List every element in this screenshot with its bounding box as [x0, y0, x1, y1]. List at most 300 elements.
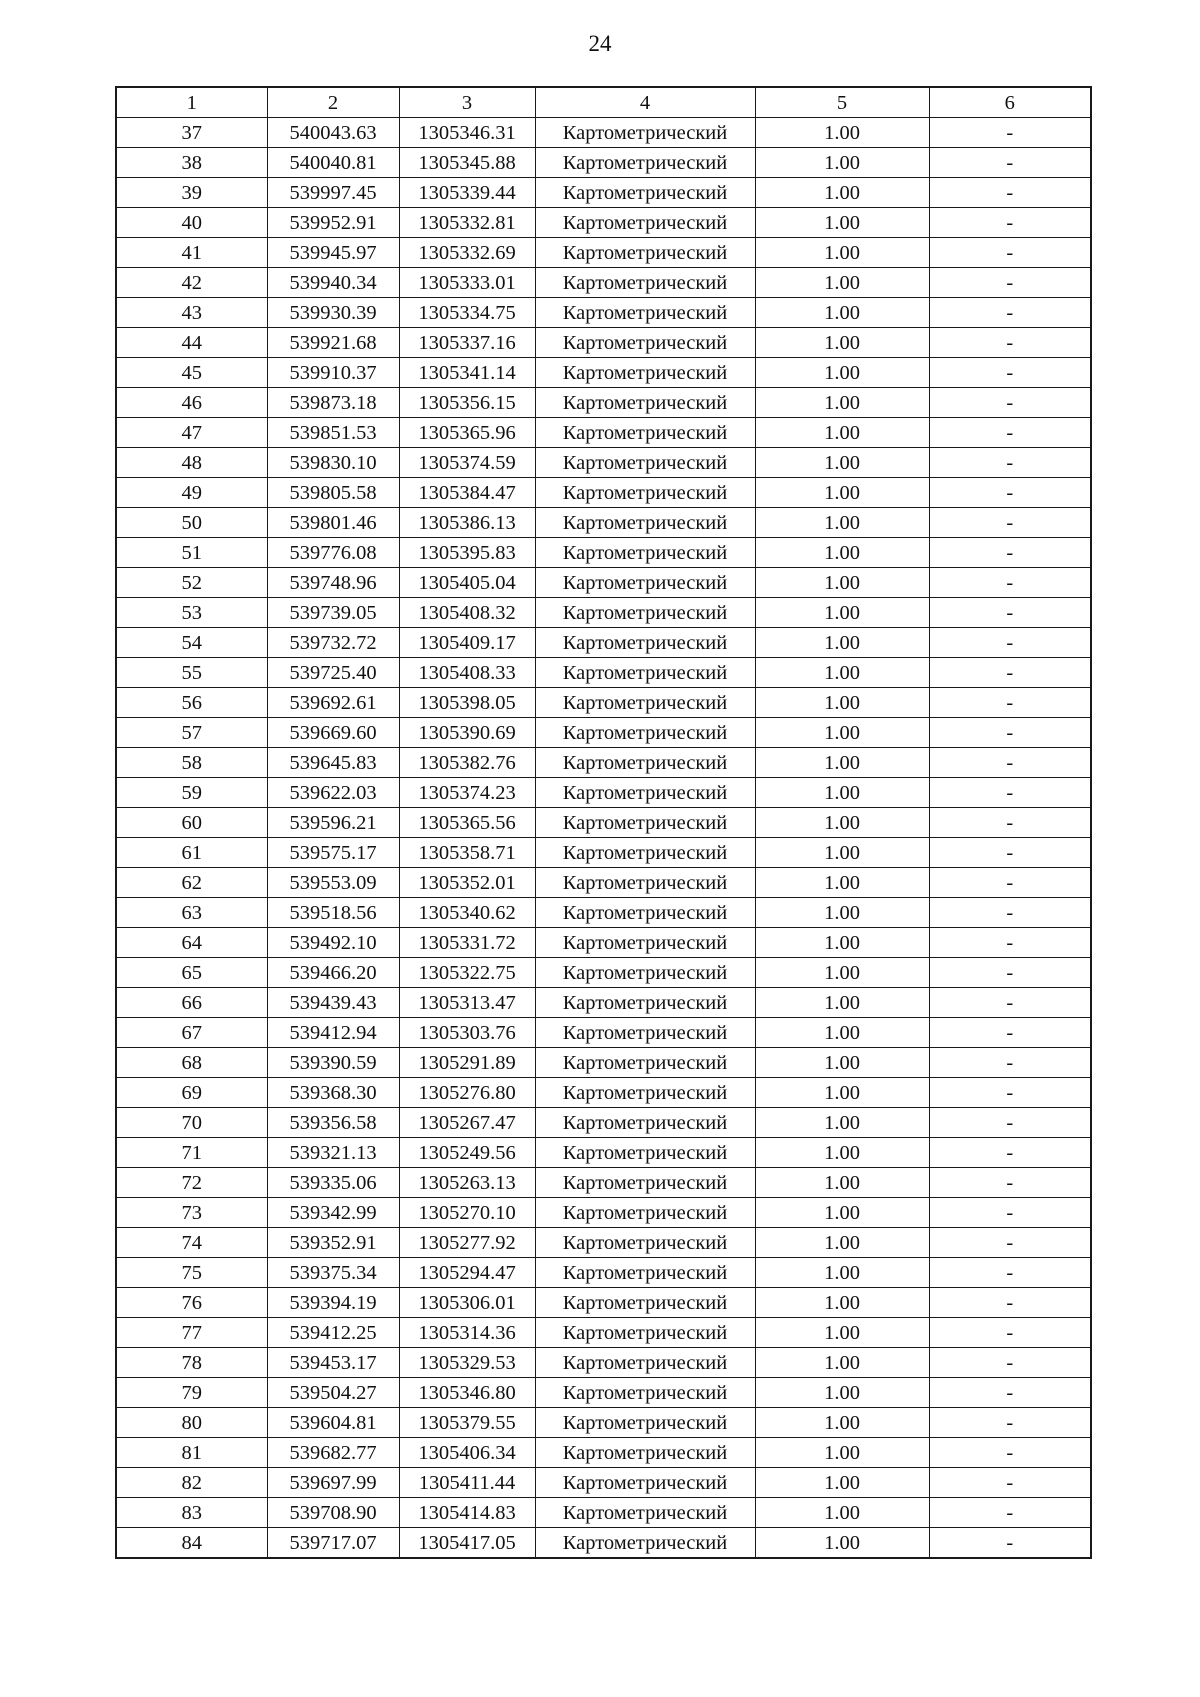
note-cell: -: [929, 118, 1091, 148]
table-row: [116, 748, 1091, 778]
accuracy-cell: 1.00: [755, 598, 929, 628]
y-coordinate-cell: 1305390.69: [399, 718, 535, 748]
table-row: [116, 1198, 1091, 1228]
note-cell: -: [929, 328, 1091, 358]
x-coordinate-cell: 539394.19: [267, 1288, 399, 1318]
method-cell: Картометрический: [535, 328, 755, 358]
point-number-cell: 43: [116, 298, 267, 328]
table-row: [116, 1378, 1091, 1408]
accuracy-cell: 1.00: [755, 268, 929, 298]
method-cell: Картометрический: [535, 1198, 755, 1228]
method-cell: Картометрический: [535, 538, 755, 568]
method-cell: Картометрический: [535, 1378, 755, 1408]
method-cell: Картометрический: [535, 598, 755, 628]
y-coordinate-cell: 1305291.89: [399, 1048, 535, 1078]
method-cell: Картометрический: [535, 898, 755, 928]
point-number-cell: 66: [116, 988, 267, 1018]
y-coordinate-cell: 1305356.15: [399, 388, 535, 418]
x-coordinate-cell: 539596.21: [267, 808, 399, 838]
x-coordinate-cell: 539492.10: [267, 928, 399, 958]
point-number-cell: 41: [116, 238, 267, 268]
note-cell: -: [929, 1408, 1091, 1438]
accuracy-cell: 1.00: [755, 1288, 929, 1318]
accuracy-cell: 1.00: [755, 118, 929, 148]
note-cell: -: [929, 1228, 1091, 1258]
point-number-cell: 52: [116, 568, 267, 598]
point-number-cell: 69: [116, 1078, 267, 1108]
method-cell: Картометрический: [535, 1258, 755, 1288]
coordinates-table: [115, 86, 1092, 1559]
note-cell: -: [929, 268, 1091, 298]
y-coordinate-cell: 1305339.44: [399, 178, 535, 208]
accuracy-cell: 1.00: [755, 1018, 929, 1048]
point-number-cell: 71: [116, 1138, 267, 1168]
table-row: [116, 388, 1091, 418]
accuracy-cell: 1.00: [755, 508, 929, 538]
x-coordinate-cell: 539692.61: [267, 688, 399, 718]
note-cell: -: [929, 1498, 1091, 1528]
x-coordinate-cell: 539390.59: [267, 1048, 399, 1078]
method-cell: Картометрический: [535, 268, 755, 298]
table-row: [116, 1018, 1091, 1048]
point-number-cell: 46: [116, 388, 267, 418]
y-coordinate-cell: 1305263.13: [399, 1168, 535, 1198]
table-row: [116, 208, 1091, 238]
accuracy-cell: 1.00: [755, 1438, 929, 1468]
accuracy-cell: 1.00: [755, 418, 929, 448]
x-coordinate-cell: 539412.25: [267, 1318, 399, 1348]
point-number-cell: 58: [116, 748, 267, 778]
y-coordinate-cell: 1305406.34: [399, 1438, 535, 1468]
point-number-cell: 64: [116, 928, 267, 958]
note-cell: -: [929, 598, 1091, 628]
note-cell: -: [929, 388, 1091, 418]
point-number-cell: 38: [116, 148, 267, 178]
table-row: [116, 1408, 1091, 1438]
note-cell: -: [929, 1438, 1091, 1468]
table-row: [116, 118, 1091, 148]
x-coordinate-cell: 539952.91: [267, 208, 399, 238]
y-coordinate-cell: 1305409.17: [399, 628, 535, 658]
method-cell: Картометрический: [535, 238, 755, 268]
accuracy-cell: 1.00: [755, 1228, 929, 1258]
y-coordinate-cell: 1305313.47: [399, 988, 535, 1018]
table-row: [116, 1468, 1091, 1498]
point-number-cell: 56: [116, 688, 267, 718]
note-cell: -: [929, 1468, 1091, 1498]
point-number-cell: 53: [116, 598, 267, 628]
x-coordinate-cell: 539553.09: [267, 868, 399, 898]
x-coordinate-cell: 539776.08: [267, 538, 399, 568]
x-coordinate-cell: 539356.58: [267, 1108, 399, 1138]
note-cell: -: [929, 1318, 1091, 1348]
y-coordinate-cell: 1305384.47: [399, 478, 535, 508]
column-header: 4: [535, 87, 755, 118]
accuracy-cell: 1.00: [755, 478, 929, 508]
method-cell: Картометрический: [535, 1468, 755, 1498]
accuracy-cell: 1.00: [755, 718, 929, 748]
point-number-cell: 59: [116, 778, 267, 808]
table-row: [116, 1138, 1091, 1168]
column-header: 3: [399, 87, 535, 118]
method-cell: Картометрический: [535, 868, 755, 898]
y-coordinate-cell: 1305379.55: [399, 1408, 535, 1438]
table-row: [116, 1288, 1091, 1318]
table-row: [116, 178, 1091, 208]
column-header: 2: [267, 87, 399, 118]
x-coordinate-cell: 539945.97: [267, 238, 399, 268]
point-number-cell: 74: [116, 1228, 267, 1258]
accuracy-cell: 1.00: [755, 748, 929, 778]
x-coordinate-cell: 539321.13: [267, 1138, 399, 1168]
point-number-cell: 68: [116, 1048, 267, 1078]
table-row: [116, 898, 1091, 928]
table-row: [116, 718, 1091, 748]
y-coordinate-cell: 1305414.83: [399, 1498, 535, 1528]
note-cell: -: [929, 958, 1091, 988]
table-row: [116, 838, 1091, 868]
note-cell: -: [929, 1288, 1091, 1318]
y-coordinate-cell: 1305294.47: [399, 1258, 535, 1288]
point-number-cell: 37: [116, 118, 267, 148]
y-coordinate-cell: 1305329.53: [399, 1348, 535, 1378]
y-coordinate-cell: 1305314.36: [399, 1318, 535, 1348]
accuracy-cell: 1.00: [755, 538, 929, 568]
x-coordinate-cell: 539805.58: [267, 478, 399, 508]
table-row: [116, 1078, 1091, 1108]
y-coordinate-cell: 1305365.96: [399, 418, 535, 448]
table-row: [116, 598, 1091, 628]
method-cell: Картометрический: [535, 1408, 755, 1438]
table-row: [116, 1528, 1091, 1559]
accuracy-cell: 1.00: [755, 388, 929, 418]
x-coordinate-cell: 539335.06: [267, 1168, 399, 1198]
x-coordinate-cell: 539910.37: [267, 358, 399, 388]
x-coordinate-cell: 539466.20: [267, 958, 399, 988]
x-coordinate-cell: 539830.10: [267, 448, 399, 478]
point-number-cell: 60: [116, 808, 267, 838]
point-number-cell: 75: [116, 1258, 267, 1288]
table-row: [116, 148, 1091, 178]
accuracy-cell: 1.00: [755, 928, 929, 958]
header-row: [116, 87, 1091, 118]
table-row: [116, 1438, 1091, 1468]
x-coordinate-cell: 539725.40: [267, 658, 399, 688]
accuracy-cell: 1.00: [755, 178, 929, 208]
point-number-cell: 76: [116, 1288, 267, 1318]
accuracy-cell: 1.00: [755, 358, 929, 388]
note-cell: -: [929, 778, 1091, 808]
x-coordinate-cell: 539669.60: [267, 718, 399, 748]
method-cell: Картометрический: [535, 358, 755, 388]
table-row: [116, 358, 1091, 388]
point-number-cell: 78: [116, 1348, 267, 1378]
method-cell: Картометрический: [535, 298, 755, 328]
x-coordinate-cell: 539645.83: [267, 748, 399, 778]
method-cell: Картометрический: [535, 1048, 755, 1078]
method-cell: Картометрический: [535, 838, 755, 868]
point-number-cell: 81: [116, 1438, 267, 1468]
accuracy-cell: 1.00: [755, 328, 929, 358]
method-cell: Картометрический: [535, 478, 755, 508]
method-cell: Картометрический: [535, 568, 755, 598]
x-coordinate-cell: 539375.34: [267, 1258, 399, 1288]
y-coordinate-cell: 1305331.72: [399, 928, 535, 958]
note-cell: -: [929, 508, 1091, 538]
point-number-cell: 40: [116, 208, 267, 238]
table-row: [116, 628, 1091, 658]
y-coordinate-cell: 1305270.10: [399, 1198, 535, 1228]
x-coordinate-cell: 539697.99: [267, 1468, 399, 1498]
y-coordinate-cell: 1305358.71: [399, 838, 535, 868]
table-row: [116, 1108, 1091, 1138]
note-cell: -: [929, 178, 1091, 208]
method-cell: Картометрический: [535, 958, 755, 988]
point-number-cell: 61: [116, 838, 267, 868]
x-coordinate-cell: 539622.03: [267, 778, 399, 808]
y-coordinate-cell: 1305386.13: [399, 508, 535, 538]
x-coordinate-cell: 539930.39: [267, 298, 399, 328]
y-coordinate-cell: 1305267.47: [399, 1108, 535, 1138]
y-coordinate-cell: 1305334.75: [399, 298, 535, 328]
note-cell: -: [929, 448, 1091, 478]
note-cell: -: [929, 1078, 1091, 1108]
accuracy-cell: 1.00: [755, 1378, 929, 1408]
x-coordinate-cell: 539342.99: [267, 1198, 399, 1228]
table-row: [116, 808, 1091, 838]
table-row: [116, 238, 1091, 268]
note-cell: -: [929, 988, 1091, 1018]
x-coordinate-cell: 539748.96: [267, 568, 399, 598]
y-coordinate-cell: 1305303.76: [399, 1018, 535, 1048]
point-number-cell: 55: [116, 658, 267, 688]
method-cell: Картометрический: [535, 1018, 755, 1048]
x-coordinate-cell: 539717.07: [267, 1528, 399, 1559]
y-coordinate-cell: 1305352.01: [399, 868, 535, 898]
method-cell: Картометрический: [535, 928, 755, 958]
accuracy-cell: 1.00: [755, 1108, 929, 1138]
accuracy-cell: 1.00: [755, 148, 929, 178]
method-cell: Картометрический: [535, 418, 755, 448]
x-coordinate-cell: 539851.53: [267, 418, 399, 448]
note-cell: -: [929, 478, 1091, 508]
note-cell: -: [929, 718, 1091, 748]
y-coordinate-cell: 1305333.01: [399, 268, 535, 298]
note-cell: -: [929, 1138, 1091, 1168]
method-cell: Картометрический: [535, 1228, 755, 1258]
note-cell: -: [929, 1348, 1091, 1378]
point-number-cell: 70: [116, 1108, 267, 1138]
method-cell: Картометрический: [535, 988, 755, 1018]
y-coordinate-cell: 1305405.04: [399, 568, 535, 598]
table-row: [116, 988, 1091, 1018]
y-coordinate-cell: 1305276.80: [399, 1078, 535, 1108]
point-number-cell: 51: [116, 538, 267, 568]
note-cell: -: [929, 748, 1091, 778]
point-number-cell: 67: [116, 1018, 267, 1048]
x-coordinate-cell: 539352.91: [267, 1228, 399, 1258]
note-cell: -: [929, 688, 1091, 718]
note-cell: -: [929, 1018, 1091, 1048]
note-cell: -: [929, 1258, 1091, 1288]
y-coordinate-cell: 1305395.83: [399, 538, 535, 568]
method-cell: Картометрический: [535, 658, 755, 688]
table-row: [116, 688, 1091, 718]
note-cell: -: [929, 628, 1091, 658]
x-coordinate-cell: 539921.68: [267, 328, 399, 358]
y-coordinate-cell: 1305374.23: [399, 778, 535, 808]
note-cell: -: [929, 868, 1091, 898]
x-coordinate-cell: 539604.81: [267, 1408, 399, 1438]
x-coordinate-cell: 539682.77: [267, 1438, 399, 1468]
y-coordinate-cell: 1305374.59: [399, 448, 535, 478]
method-cell: Картометрический: [535, 1108, 755, 1138]
point-number-cell: 45: [116, 358, 267, 388]
y-coordinate-cell: 1305365.56: [399, 808, 535, 838]
y-coordinate-cell: 1305411.44: [399, 1468, 535, 1498]
note-cell: -: [929, 928, 1091, 958]
point-number-cell: 82: [116, 1468, 267, 1498]
table-row: [116, 298, 1091, 328]
method-cell: Картометрический: [535, 688, 755, 718]
note-cell: -: [929, 658, 1091, 688]
note-cell: -: [929, 1528, 1091, 1559]
method-cell: Картометрический: [535, 748, 755, 778]
method-cell: Картометрический: [535, 118, 755, 148]
x-coordinate-cell: 539732.72: [267, 628, 399, 658]
table-row: [116, 1048, 1091, 1078]
accuracy-cell: 1.00: [755, 958, 929, 988]
y-coordinate-cell: 1305345.88: [399, 148, 535, 178]
method-cell: Картометрический: [535, 778, 755, 808]
x-coordinate-cell: 539739.05: [267, 598, 399, 628]
note-cell: -: [929, 1168, 1091, 1198]
table-row: [116, 928, 1091, 958]
point-number-cell: 83: [116, 1498, 267, 1528]
method-cell: Картометрический: [535, 508, 755, 538]
table-row: [116, 658, 1091, 688]
method-cell: Картометрический: [535, 388, 755, 418]
x-coordinate-cell: 539412.94: [267, 1018, 399, 1048]
y-coordinate-cell: 1305340.62: [399, 898, 535, 928]
accuracy-cell: 1.00: [755, 628, 929, 658]
y-coordinate-cell: 1305277.92: [399, 1228, 535, 1258]
method-cell: Картометрический: [535, 178, 755, 208]
accuracy-cell: 1.00: [755, 1258, 929, 1288]
table-header: [116, 87, 1091, 118]
accuracy-cell: 1.00: [755, 1078, 929, 1108]
point-number-cell: 50: [116, 508, 267, 538]
note-cell: -: [929, 358, 1091, 388]
accuracy-cell: 1.00: [755, 448, 929, 478]
note-cell: -: [929, 898, 1091, 928]
note-cell: -: [929, 568, 1091, 598]
note-cell: -: [929, 1048, 1091, 1078]
note-cell: -: [929, 208, 1091, 238]
method-cell: Картометрический: [535, 448, 755, 478]
y-coordinate-cell: 1305417.05: [399, 1528, 535, 1559]
point-number-cell: 54: [116, 628, 267, 658]
point-number-cell: 48: [116, 448, 267, 478]
accuracy-cell: 1.00: [755, 1528, 929, 1559]
x-coordinate-cell: 539940.34: [267, 268, 399, 298]
accuracy-cell: 1.00: [755, 1138, 929, 1168]
accuracy-cell: 1.00: [755, 1408, 929, 1438]
accuracy-cell: 1.00: [755, 208, 929, 238]
point-number-cell: 57: [116, 718, 267, 748]
x-coordinate-cell: 539575.17: [267, 838, 399, 868]
method-cell: Картометрический: [535, 1138, 755, 1168]
point-number-cell: 49: [116, 478, 267, 508]
y-coordinate-cell: 1305306.01: [399, 1288, 535, 1318]
accuracy-cell: 1.00: [755, 298, 929, 328]
point-number-cell: 44: [116, 328, 267, 358]
table-row: [116, 568, 1091, 598]
y-coordinate-cell: 1305408.32: [399, 598, 535, 628]
method-cell: Картометрический: [535, 1078, 755, 1108]
method-cell: Картометрический: [535, 1498, 755, 1528]
x-coordinate-cell: 539873.18: [267, 388, 399, 418]
x-coordinate-cell: 539997.45: [267, 178, 399, 208]
accuracy-cell: 1.00: [755, 988, 929, 1018]
table-row: [116, 508, 1091, 538]
table-row: [116, 328, 1091, 358]
table-row: [116, 778, 1091, 808]
accuracy-cell: 1.00: [755, 688, 929, 718]
point-number-cell: 80: [116, 1408, 267, 1438]
table-row: [116, 448, 1091, 478]
table-row: [116, 1498, 1091, 1528]
point-number-cell: 39: [116, 178, 267, 208]
note-cell: -: [929, 838, 1091, 868]
point-number-cell: 42: [116, 268, 267, 298]
y-coordinate-cell: 1305346.80: [399, 1378, 535, 1408]
y-coordinate-cell: 1305398.05: [399, 688, 535, 718]
method-cell: Картометрический: [535, 208, 755, 238]
y-coordinate-cell: 1305408.33: [399, 658, 535, 688]
table-row: [116, 538, 1091, 568]
table-row: [116, 418, 1091, 448]
x-coordinate-cell: 539439.43: [267, 988, 399, 1018]
note-cell: -: [929, 298, 1091, 328]
point-number-cell: 72: [116, 1168, 267, 1198]
table-row: [116, 868, 1091, 898]
method-cell: Картометрический: [535, 1168, 755, 1198]
accuracy-cell: 1.00: [755, 868, 929, 898]
x-coordinate-cell: 539518.56: [267, 898, 399, 928]
table-row: [116, 1348, 1091, 1378]
accuracy-cell: 1.00: [755, 1198, 929, 1228]
method-cell: Картометрический: [535, 1288, 755, 1318]
table-row: [116, 958, 1091, 988]
table-row: [116, 1168, 1091, 1198]
method-cell: Картометрический: [535, 1438, 755, 1468]
column-header: 6: [929, 87, 1091, 118]
note-cell: -: [929, 418, 1091, 448]
method-cell: Картометрический: [535, 808, 755, 838]
x-coordinate-cell: 540040.81: [267, 148, 399, 178]
y-coordinate-cell: 1305346.31: [399, 118, 535, 148]
y-coordinate-cell: 1305332.81: [399, 208, 535, 238]
note-cell: -: [929, 148, 1091, 178]
x-coordinate-cell: 539368.30: [267, 1078, 399, 1108]
point-number-cell: 77: [116, 1318, 267, 1348]
point-number-cell: 62: [116, 868, 267, 898]
note-cell: -: [929, 1378, 1091, 1408]
table-row: [116, 1228, 1091, 1258]
column-header: 5: [755, 87, 929, 118]
method-cell: Картометрический: [535, 1318, 755, 1348]
